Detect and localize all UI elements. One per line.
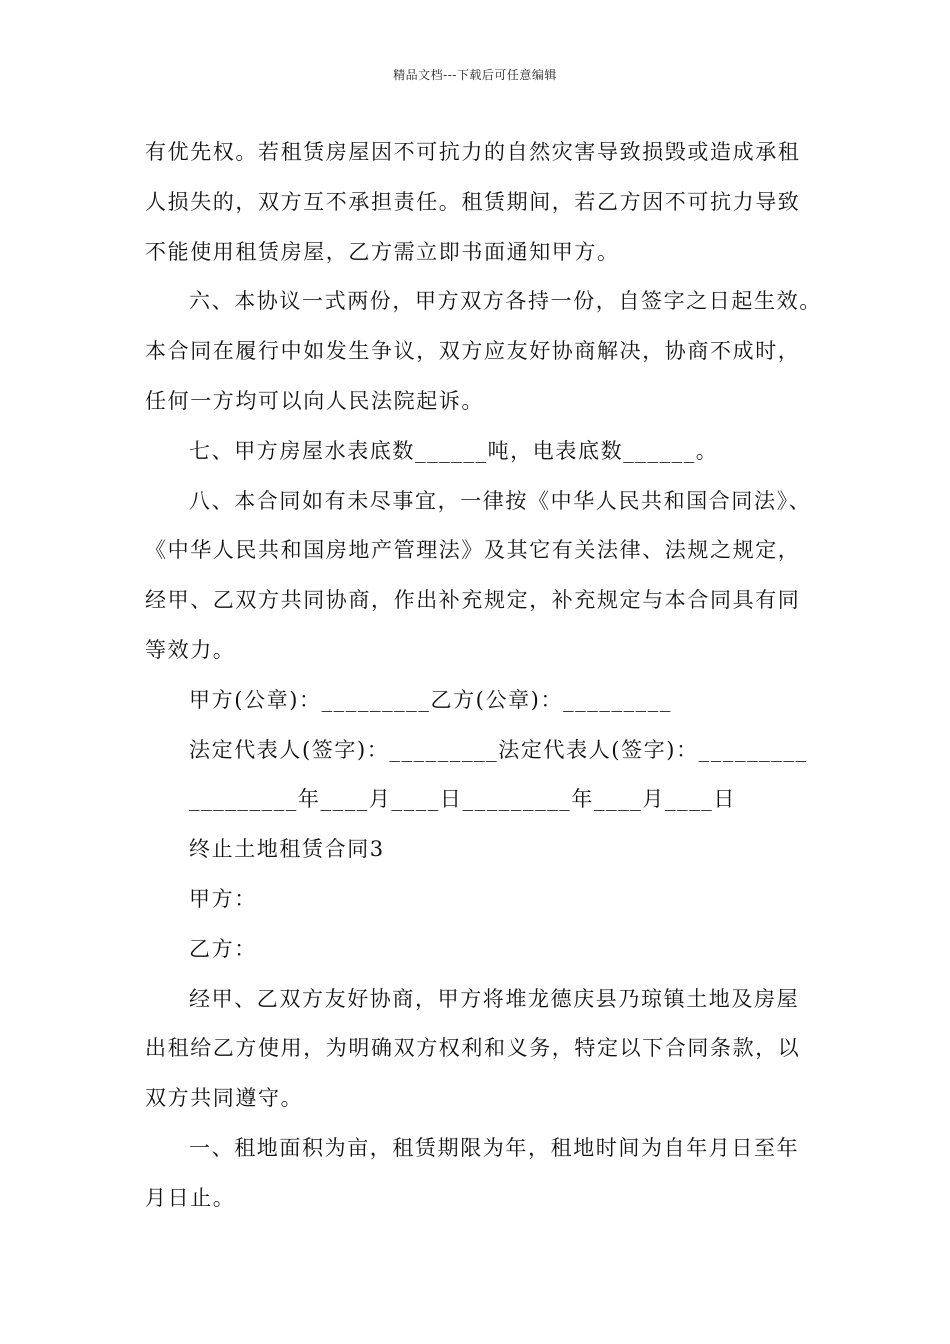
clause-eight-line-1: 八、本合同如有未尽事宜，一律按《中华人民共和国合同法》、 — [189, 488, 812, 513]
page-header: 精品文档---下载后可任意编辑 — [393, 68, 557, 82]
preamble-line-3: 双方共同遵守。 — [145, 1086, 304, 1111]
clause-one-line-1: 一、租地面积为亩，租赁期限为年，租地时间为自年月日至年 — [189, 1135, 800, 1160]
signature-line: 法定代表人(签字)：_________法定代表人(签字)：_________ — [189, 737, 808, 762]
clause-one-line-2: 月日止。 — [145, 1185, 236, 1210]
seal-line: 甲方(公章)：_________乙方(公章)：_________ — [189, 687, 672, 712]
clause-eight-line-2: 《中华人民共和国房地产管理法》及其它有关法律、法规之规定， — [145, 538, 801, 563]
clause-six-line-1: 六、本协议一式两份，甲方双方各持一份，自签字之日起生效。 — [189, 289, 822, 314]
preamble-line-2: 出租给乙方使用，为明确双方权利和义务，特定以下合同条款，以 — [145, 1036, 801, 1061]
text-line-2: 人损失的，双方互不承担责任。租赁期间，若乙方因不可抗力导致 — [145, 189, 801, 214]
text-line-1: 有优先权。若租赁房屋因不可抗力的自然灾害导致损毁或造成承租 — [145, 140, 801, 164]
clause-six-line-3: 任何一方均可以向人民法院起诉。 — [145, 388, 484, 413]
text-line-3: 不能使用租赁房屋，乙方需立即书面通知甲方。 — [145, 239, 620, 264]
party-a-label: 甲方： — [189, 886, 257, 911]
date-line: _________年____月____日_________年____月____日 — [189, 787, 736, 812]
document-body — [145, 128, 822, 1224]
clause-seven: 七、甲方房屋水表底数______吨，电表底数______。 — [189, 438, 719, 463]
party-b-label: 乙方： — [189, 936, 257, 961]
clause-six-line-2: 本合同在履行中如发生争议，双方应友好协商解决，协商不成时， — [145, 339, 801, 364]
clause-eight-line-4: 等效力。 — [145, 637, 236, 662]
section-title: 终止土地租赁合同3 — [189, 837, 385, 862]
preamble-line-1: 经甲、乙双方友好协商，甲方将堆龙德庆县乃琼镇土地及房屋 — [189, 986, 800, 1011]
clause-eight-line-3: 经甲、乙双方共同协商，作出补充规定，补充规定与本合同具有同 — [145, 588, 801, 613]
